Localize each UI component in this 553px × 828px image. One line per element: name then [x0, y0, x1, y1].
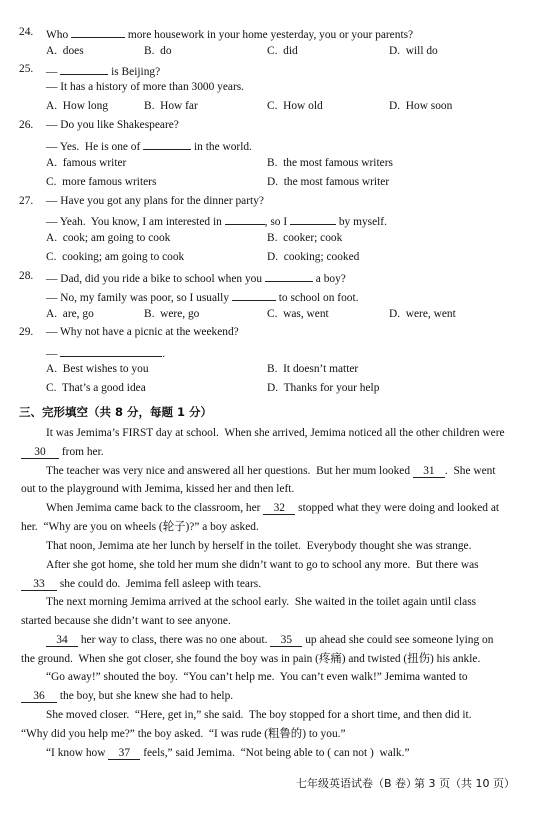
passage-line: “Go away!” shouted the boy. “You can’t help me. You can’t even walk!” Jemima wanted to: [46, 671, 468, 683]
section-heading: 三、完形填空（共 8 分，每题 1 分）: [19, 405, 213, 419]
answer-blank[interactable]: [290, 214, 336, 225]
cloze-blank-30[interactable]: 30: [21, 447, 59, 459]
cloze-blank-32[interactable]: 32: [263, 503, 295, 515]
question-number: 29.: [19, 326, 34, 338]
passage-line: out to the playground with Jemima, kissed her and then left.: [21, 483, 295, 495]
option-b[interactable]: B. cooker; cook: [267, 232, 343, 244]
question-stem: Who more housework in your home yesterday, you or your parents?: [46, 29, 414, 41]
passage-line: “Why did you help me?” the boy asked. “I was rude (粗鲁的) to you.”: [21, 728, 346, 740]
dialogue-line: — Yeah. You know, I am interested in , so I by myself.: [46, 216, 387, 228]
options-29-cd: [0, 383, 553, 401]
answer-blank[interactable]: [60, 64, 108, 75]
option-a[interactable]: A. How long: [46, 100, 109, 112]
exam-title: 七年级英语试卷（B 卷）: [296, 777, 418, 790]
dialogue-line: — Why not have a picnic at the weekend?: [46, 326, 239, 338]
cloze-blank-36[interactable]: 36: [21, 691, 57, 703]
options-28: [0, 309, 553, 327]
passage-line: That noon, Jemima ate her lunch by herself in the toilet. Everybody thought she was strange.: [46, 540, 472, 552]
option-b[interactable]: B. the most famous writers: [267, 157, 393, 169]
passage-line: After she got home, she told her mum she didn’t want to go to school any more. But there was: [46, 559, 479, 571]
option-b[interactable]: B. were, go: [144, 308, 200, 320]
passage-line: 30 from her.: [0, 447, 553, 465]
answer-blank[interactable]: [143, 139, 191, 150]
options-29-ab: [0, 364, 553, 382]
dialogue-line: — Have you got any plans for the dinner party?: [46, 195, 264, 207]
option-a[interactable]: A. does: [46, 45, 84, 57]
option-d[interactable]: D. Thanks for your help: [267, 382, 380, 394]
option-c[interactable]: C. was, went: [267, 308, 329, 320]
passage-line: It was Jemima’s FIRST day at school. When she arrived, Jemima noticed all the other children were: [46, 427, 505, 439]
question-24: [0, 27, 553, 45]
passage-line: She moved closer. “Here, get in,” she said. The boy stopped for a short time, and then did it.: [46, 709, 472, 721]
option-c[interactable]: C. That’s a good idea: [46, 382, 146, 394]
option-a[interactable]: A. are, go: [46, 308, 94, 320]
options-27-cd: [0, 252, 553, 270]
options-26-cd: [0, 177, 553, 195]
cloze-blank-37[interactable]: 37: [108, 748, 140, 760]
option-b[interactable]: B. do: [144, 45, 172, 57]
answer-blank[interactable]: [265, 271, 313, 282]
passage-line: “I know how 37 feels,” said Jemima. “Not being able to ( can not ) walk.”: [46, 747, 410, 759]
option-b[interactable]: B. How far: [144, 100, 198, 112]
passage-line: 36 the boy, but she knew she had to help.: [0, 691, 553, 709]
options-24: [0, 46, 553, 64]
option-d[interactable]: D. How soon: [389, 100, 453, 112]
dialogue-line: — Dad, did you ride a bike to school when you a boy?: [46, 273, 346, 285]
question-26-line2: [0, 139, 553, 157]
question-26: [0, 120, 553, 138]
passage-line: started because she didn’t want to see anyone.: [21, 615, 231, 627]
question-number: 28.: [19, 270, 34, 282]
dialogue-line: — Yes. He is one of in the world.: [46, 141, 252, 153]
option-c[interactable]: C. How old: [267, 100, 323, 112]
option-d[interactable]: D. cooking; cooked: [267, 251, 360, 263]
question-number: 25.: [19, 63, 34, 75]
options-25: [0, 101, 553, 119]
question-number: 27.: [19, 195, 34, 207]
passage-line: The teacher was very nice and answered all her questions. But her mum looked 31 . She went: [46, 465, 496, 477]
option-d[interactable]: D. the most famous writer: [267, 176, 390, 188]
question-27-line2: [0, 214, 553, 232]
passage-line: 33 she could do. Jemima fell asleep with tears.: [0, 579, 553, 597]
question-number: 24.: [19, 26, 34, 38]
option-b[interactable]: B. It doesn’t matter: [267, 363, 359, 375]
page-number: 第 3 页（共 10 页）: [414, 777, 515, 790]
options-27-ab: [0, 233, 553, 251]
option-d[interactable]: D. were, went: [389, 308, 456, 320]
option-d[interactable]: D. will do: [389, 45, 438, 57]
section-heading-row: [0, 407, 553, 425]
dialogue-line: — No, my family was poor, so I usually to school on foot.: [46, 292, 359, 304]
cloze-blank-31[interactable]: 31: [413, 466, 445, 478]
answer-blank[interactable]: [232, 290, 276, 301]
cloze-blank-33[interactable]: 33: [21, 579, 57, 591]
passage-line: her. “Why are you on wheels (轮子)?” a boy asked.: [21, 521, 259, 533]
dialogue-line: — It has a history of more than 3000 years.: [46, 81, 245, 93]
question-number: 26.: [19, 119, 34, 131]
passage-line: 34 her way to class, there was no one about. 35 up ahead she could see someone lying on: [0, 635, 553, 653]
page-footer: [0, 778, 553, 796]
passage-line: the ground. When she got closer, she found the boy was in pain (疼痛) and twisted (扭伤) his ankle.: [21, 653, 481, 665]
question-28: [0, 271, 553, 289]
answer-blank[interactable]: [60, 346, 162, 357]
question-25: [0, 64, 553, 82]
option-a[interactable]: A. Best wishes to you: [46, 363, 149, 375]
answer-blank[interactable]: [71, 27, 125, 38]
option-a[interactable]: A. famous writer: [46, 157, 127, 169]
option-c[interactable]: C. more famous writers: [46, 176, 157, 188]
option-c[interactable]: C. did: [267, 45, 298, 57]
question-stem: — is Beijing?: [46, 66, 161, 78]
options-26-ab: [0, 158, 553, 176]
question-27: [0, 196, 553, 214]
dialogue-line: — Do you like Shakespeare?: [46, 119, 179, 131]
cloze-blank-34[interactable]: 34: [46, 635, 78, 647]
question-29-line2: [0, 346, 553, 364]
dialogue-line: — .: [46, 348, 166, 360]
cloze-blank-35[interactable]: 35: [270, 635, 302, 647]
option-c[interactable]: C. cooking; am going to cook: [46, 251, 185, 263]
question-25-line2: [0, 82, 553, 100]
passage-line: The next morning Jemima arrived at the school early. She waited in the toilet again until class: [46, 596, 477, 608]
question-28-line2: [0, 290, 553, 308]
answer-blank[interactable]: [225, 214, 265, 225]
passage-line: When Jemima came back to the classroom, her 32 stopped what they were doing and looked at: [46, 502, 500, 514]
option-a[interactable]: A. cook; am going to cook: [46, 232, 171, 244]
question-29: [0, 327, 553, 345]
